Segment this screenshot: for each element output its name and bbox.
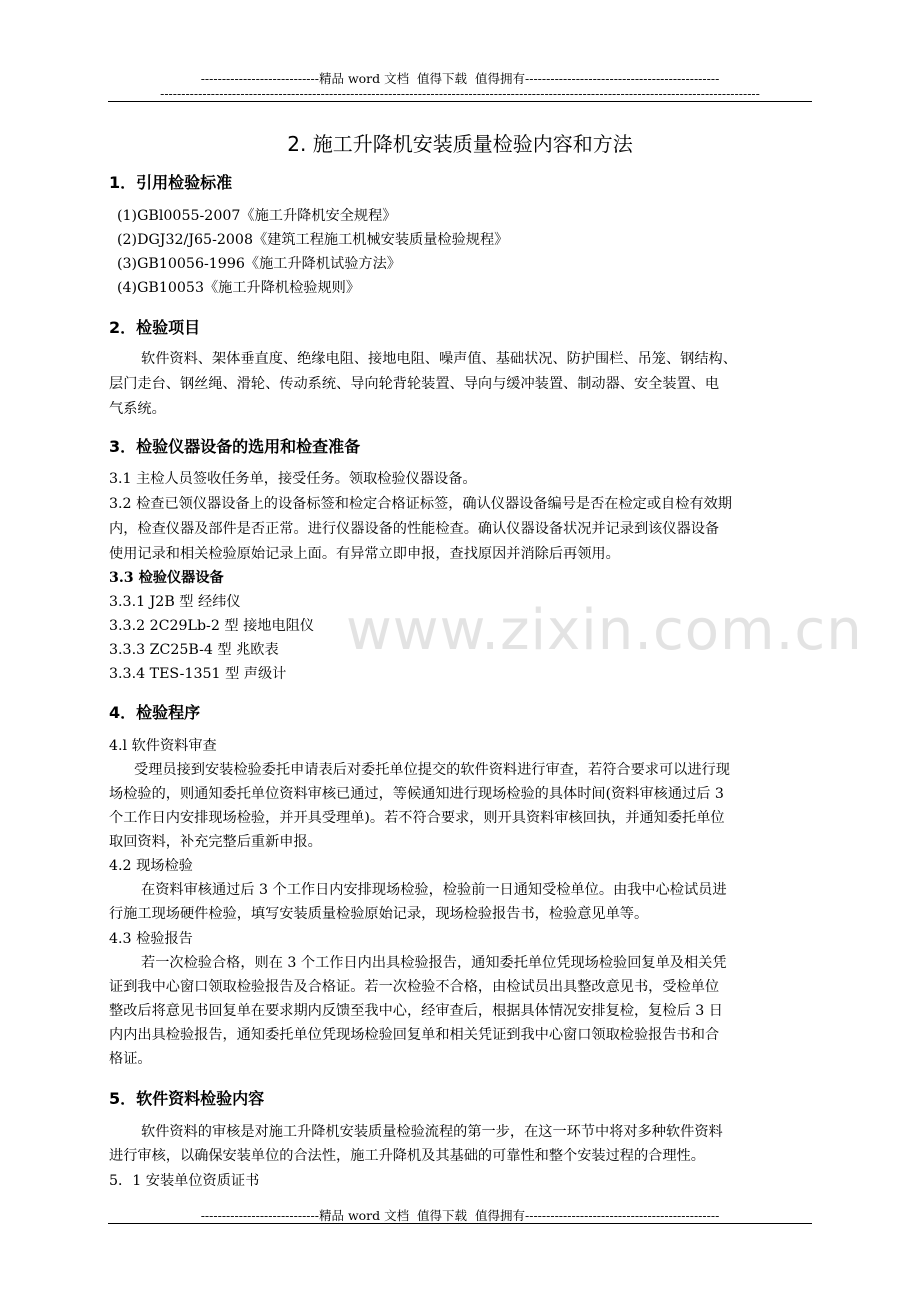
paragraph-line: 层门走台、钢丝绳、滑轮、传动系统、导向轮背轮装置、导向与缓冲装置、制动器、安全装置、电 xyxy=(109,376,720,392)
header-rule xyxy=(108,101,812,102)
equipment-item: 3.3.1 J2B 型 经纬仪 xyxy=(109,594,241,610)
footer-banner: ----------------------------精品 word 文档 值得下载 值得拥有---------------------------------------------- xyxy=(200,1208,720,1223)
paragraph-line: 气系统。 xyxy=(109,401,166,417)
footer-rule xyxy=(108,1223,812,1224)
paragraph-line: 行施工现场硬件检验，填写安装质量检验原始记录，现场检验报告书，检验意见单等。 xyxy=(109,906,649,922)
sub-heading: 4.l 软件资料审查 xyxy=(109,738,217,754)
sub-heading: 4.2 现场检验 xyxy=(109,858,193,874)
reference-item: (2)DGJ32/J65-2008《建筑工程施工机械安装质量检验规程》 xyxy=(117,232,509,248)
paragraph-line: 若一次检验合格，则在 3 个工作日内出具检验报告，通知委托单位凭现场检验回复单及相关凭 xyxy=(141,955,727,971)
equipment-item: 3.3.3 ZC25B-4 型 兆欧表 xyxy=(109,642,279,658)
paragraph-line: 软件资料、架体垂直度、绝缘电阻、接地电阻、噪声值、基础状况、防护围栏、吊笼、钢结构、 xyxy=(141,351,737,367)
section-heading: 5．软件资料检验内容 xyxy=(109,1089,265,1108)
header-dash-line: ---------------------------------------------------------------------------------------------------------------------------------------------- xyxy=(160,86,760,101)
paragraph-line: 3.1 主检人员签收任务单，接受任务。领取检验仪器设备。 xyxy=(109,471,477,487)
section-heading: 2．检验项目 xyxy=(109,318,201,337)
sub-heading: 5．1 安装单位资质证书 xyxy=(109,1173,260,1189)
reference-item: (4)GB10053《施工升降机检验规则》 xyxy=(117,280,361,296)
sub-heading: 4.3 检验报告 xyxy=(109,931,193,947)
paragraph-line: 进行审核，以确保安装单位的合法性，施工升降机及其基础的可靠性和整个安装过程的合理性。 xyxy=(109,1148,705,1164)
paragraph-line: 内内出具检验报告，通知委托单位凭现场检验回复单和相关凭证到我中心窗口领取检验报告书和合 xyxy=(109,1027,720,1043)
paragraph-line: 3.2 检查已领仪器设备上的设备标签和检定合格证标签，确认仪器设备编号是否在检定或自检有效期 xyxy=(109,496,732,512)
header-banner: ----------------------------精品 word 文档 值得下载 值得拥有---------------------------------------------- xyxy=(200,71,720,86)
paragraph-line: 取回资料，补充完整后重新申报。 xyxy=(109,834,322,850)
paragraph-line: 证到我中心窗口领取检验报告及合格证。若一次检验不合格，由检试员出具整改意见书，受检单位 xyxy=(109,979,720,995)
paragraph-line: 软件资料的审核是对施工升降机安装质量检验流程的第一步，在这一环节中将对多种软件资料 xyxy=(141,1124,723,1140)
equipment-item: 3.3.2 2C29Lb-2 型 接地电阻仪 xyxy=(109,618,315,634)
paragraph-line: 个工作日内安排现场检验，并开具受理单)。若不符合要求，则开具资料审核回执，并通知委托单位 xyxy=(109,810,725,826)
watermark: www.zixin.com.cn xyxy=(346,598,863,663)
section-heading: 4．检验程序 xyxy=(109,703,201,722)
paragraph-line: 在资料审核通过后 3 个工作日内安排现场检验，检验前一日通知受检单位。由我中心检试员进 xyxy=(141,882,727,898)
paragraph-line: 受理员接到安装检验委托申请表后对委托单位提交的软件资料进行审查，若符合要求可以进行现 xyxy=(134,762,730,778)
paragraph-line: 整改后将意见书回复单在要求期内反馈至我中心，经审查后，根据具体情况安排复检，复检后 3 日 xyxy=(109,1003,723,1019)
page-title: 2. 施工升降机安装质量检验内容和方法 xyxy=(287,132,633,156)
paragraph-line: 内，检查仪器及部件是否正常。进行仪器设备的性能检查。确认仪器设备状况并记录到该仪器设备 xyxy=(109,521,720,537)
sub-heading: 3.3 检验仪器设备 xyxy=(109,570,224,586)
reference-item: (1)GBl0055-2007《施工升降机安全规程》 xyxy=(117,208,397,224)
paragraph-line: 格证。 xyxy=(109,1051,152,1067)
paragraph-line: 场检验的，则通知委托单位资料审核已通过，等候通知进行现场检验的具体时间(资料审核通过后 3 xyxy=(109,786,724,802)
reference-item: (3)GB10056-1996《施工升降机试验方法》 xyxy=(117,256,401,272)
equipment-item: 3.3.4 TES-1351 型 声级计 xyxy=(109,666,287,682)
paragraph-line: 使用记录和相关检验原始记录上面。有异常立即申报，查找原因并消除后再领用。 xyxy=(109,546,620,562)
section-heading: 3．检验仪器设备的选用和检查准备 xyxy=(109,437,361,456)
section-heading: 1．引用检验标准 xyxy=(109,173,233,192)
